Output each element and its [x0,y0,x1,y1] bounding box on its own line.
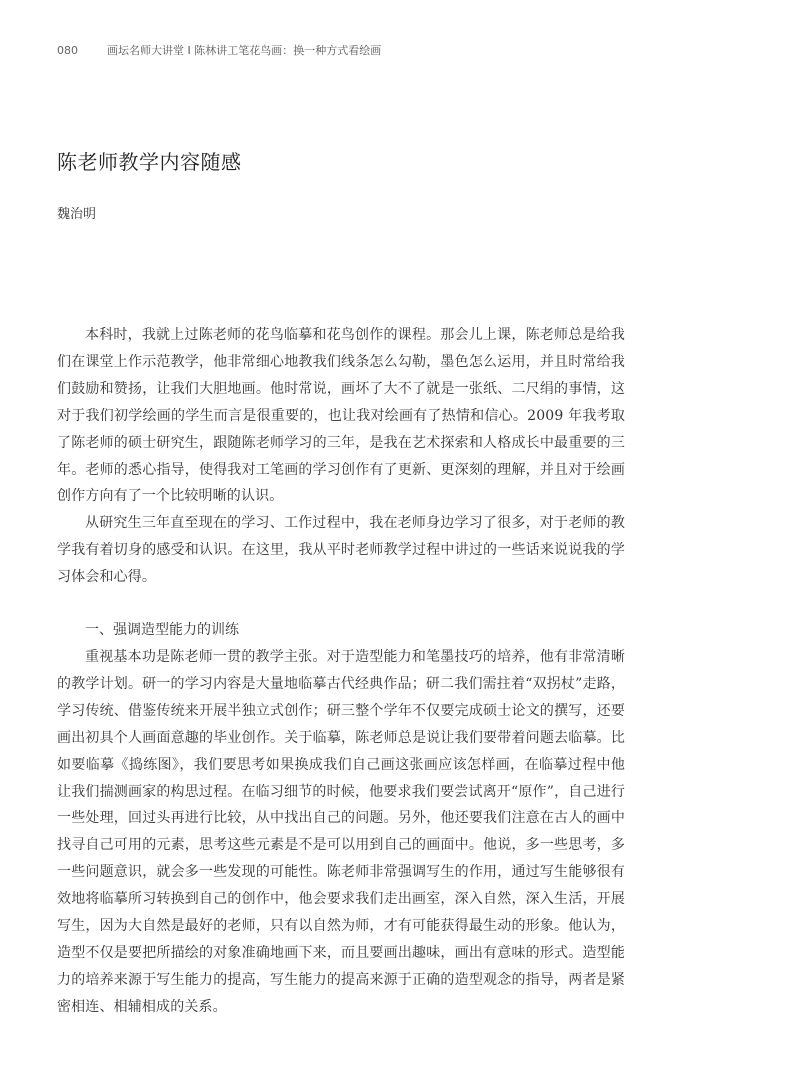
section-heading: 一、强调造型能力的训练 [85,622,239,639]
running-header [57,42,381,58]
book-title: 画坛名师大讲堂 I 陈林讲工笔花鸟画：换一种方式看绘画 [107,44,382,57]
article-body [57,322,625,1021]
article-title: 陈老师教学内容随感 [57,150,242,174]
paragraph: 本科时，我就上过陈老师的花鸟临摹和花鸟创作的课程。那会儿上课，陈老师总是给我们在课堂上作示范教学，他非常细心地教我们线条怎么勾勒，墨色怎么运用，并且时常给我们鼓励和赞扬，让我们大胆地画。他时常说，画坏了大不了就是一张纸、二尺绢的事情，这对于我们初学绘画的学生而言是很重要的，也让我对绘画有了热情和信心。2009 年我考取了陈老师的硕士研究生，跟随陈老师学习的三年，是我在艺术探索和人格成长中最重要的三年。老师的悉心指导，使得我对工笔画的学习创作有了更新、更深刻的理解，并且对于绘画创作方向有了一个比较明晰的认识。 [57,327,625,505]
paragraph: 重视基本功是陈老师一贯的教学主张。对于造型能力和笔墨技巧的培养，他有非常清晰的教学计划。研一的学习内容是大量地临摹古代经典作品；研二我们需拄着“双拐杖”走路，学习传统、借鉴传统来开展半独立式创作；研三整个学年不仅要完成硕士论文的撰写，还要画出初具个人画面意趣的毕业创作。关于临摹，陈老师总是说让我们要带着问题去临摹。比如要临摹《捣练图》，我们要思考如果换成我们自己画这张画应该怎样画，在临摹过程中他让我们揣测画家的构思过程。在临习细节的时候，他要求我们要尝试离开“原作”，自己进行一些处理，回过头再进行比较，从中找出自己的问题。另外，他还要我们注意在古人的画中找寻自己可用的元素，思考这些元素是不是可以用到自己的画面中。他说，多一些思考，多一些问题意识，就会多一些发现的可能性。陈老师非常强调写生的作用，通过写生能够很有效地将临摹所习转换到自己的创作中，他会要求我们走出画室，深入自然，深入生活，开展写生，因为大自然是最好的老师，只有以自然为师，才有可能获得最生动的形象。他认为，造型不仅是要把所描绘的对象准确地画下来，而且要画出趣味，画出有意味的形式。造型能力的培养来源于写生能力的提高，写生能力的提高来源于正确的造型观念的指导，两者是紧密相连、相辅相成的关系。 [57,648,625,1015]
author-name: 魏治明 [57,207,97,222]
page-number: 080 [57,44,78,57]
paragraph: 从研究生三年直至现在的学习、工作过程中，我在老师身边学习了很多，对于老师的教学我有着切身的感受和认识。在这里，我从平时老师教学过程中讲过的一些话来说说我的学习体会和心得。 [57,515,625,586]
